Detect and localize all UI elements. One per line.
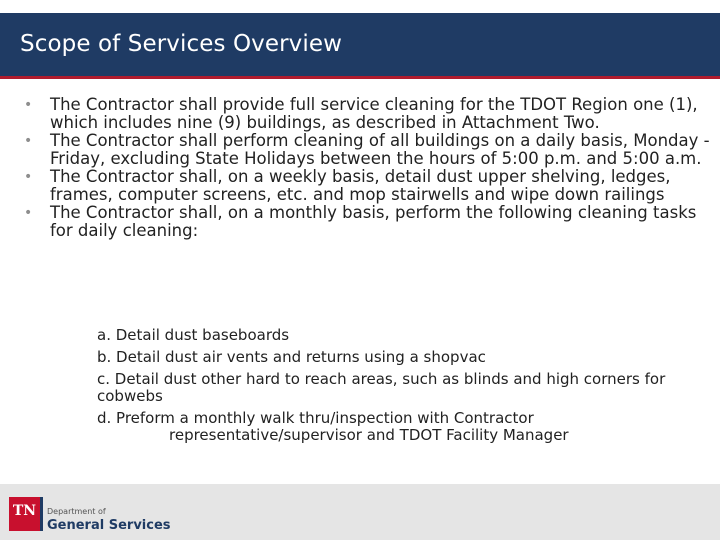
sub-task-text: c. Detail dust other hard to reach areas, such as blinds and high corners for cobwebs: [97, 370, 666, 405]
department-label: Department of: [47, 507, 106, 516]
bullet-text: The Contractor shall perform cleaning of all buildings on a daily basis, Monday - Friday, excluding State Holidays between the hours of 5:00 p.m. and 5:00 a.m.: [50, 131, 710, 168]
sub-task-continuation: representative/supervisor and TDOT Facility Manager: [169, 426, 569, 444]
sub-task-list: [97, 327, 697, 449]
bullet-item: [24, 132, 710, 168]
bullet-dot-icon: •: [24, 169, 33, 185]
tn-logo: TN: [9, 497, 40, 531]
department-name: General Services: [47, 518, 171, 533]
slide-title: Scope of Services Overview: [20, 31, 343, 57]
title-accent-line: [0, 76, 720, 79]
bullet-item: [24, 168, 710, 204]
sub-task-text: a. Detail dust baseboards: [97, 326, 290, 344]
sub-task-text: d. Preform a monthly walk thru/inspection with Contractor: [97, 409, 534, 427]
bullet-list: [24, 96, 710, 240]
bullet-dot-icon: •: [24, 205, 33, 221]
sub-task-text: b. Detail dust air vents and returns using a shopvac: [97, 348, 486, 366]
logo-divider: [40, 497, 43, 531]
bullet-item: [24, 204, 710, 240]
bullet-dot-icon: •: [24, 97, 33, 113]
sub-task-item: [97, 371, 697, 405]
sub-task-item: [97, 327, 697, 344]
bullet-text: The Contractor shall, on a monthly basis, perform the following cleaning tasks for daily cleaning:: [50, 203, 697, 240]
bullet-text: The Contractor shall, on a weekly basis, detail dust upper shelving, ledges, frames, computer screens, etc. and mop stairwells and wipe down railings: [50, 167, 671, 204]
bullet-text: The Contractor shall provide full service cleaning for the TDOT Region one (1), which includes nine (9) buildings, as described in Attachment Two.: [50, 95, 698, 132]
sub-task-item: [97, 410, 697, 444]
bullet-item: [24, 96, 710, 132]
bullet-dot-icon: •: [24, 133, 33, 149]
sub-task-item: [97, 349, 697, 366]
